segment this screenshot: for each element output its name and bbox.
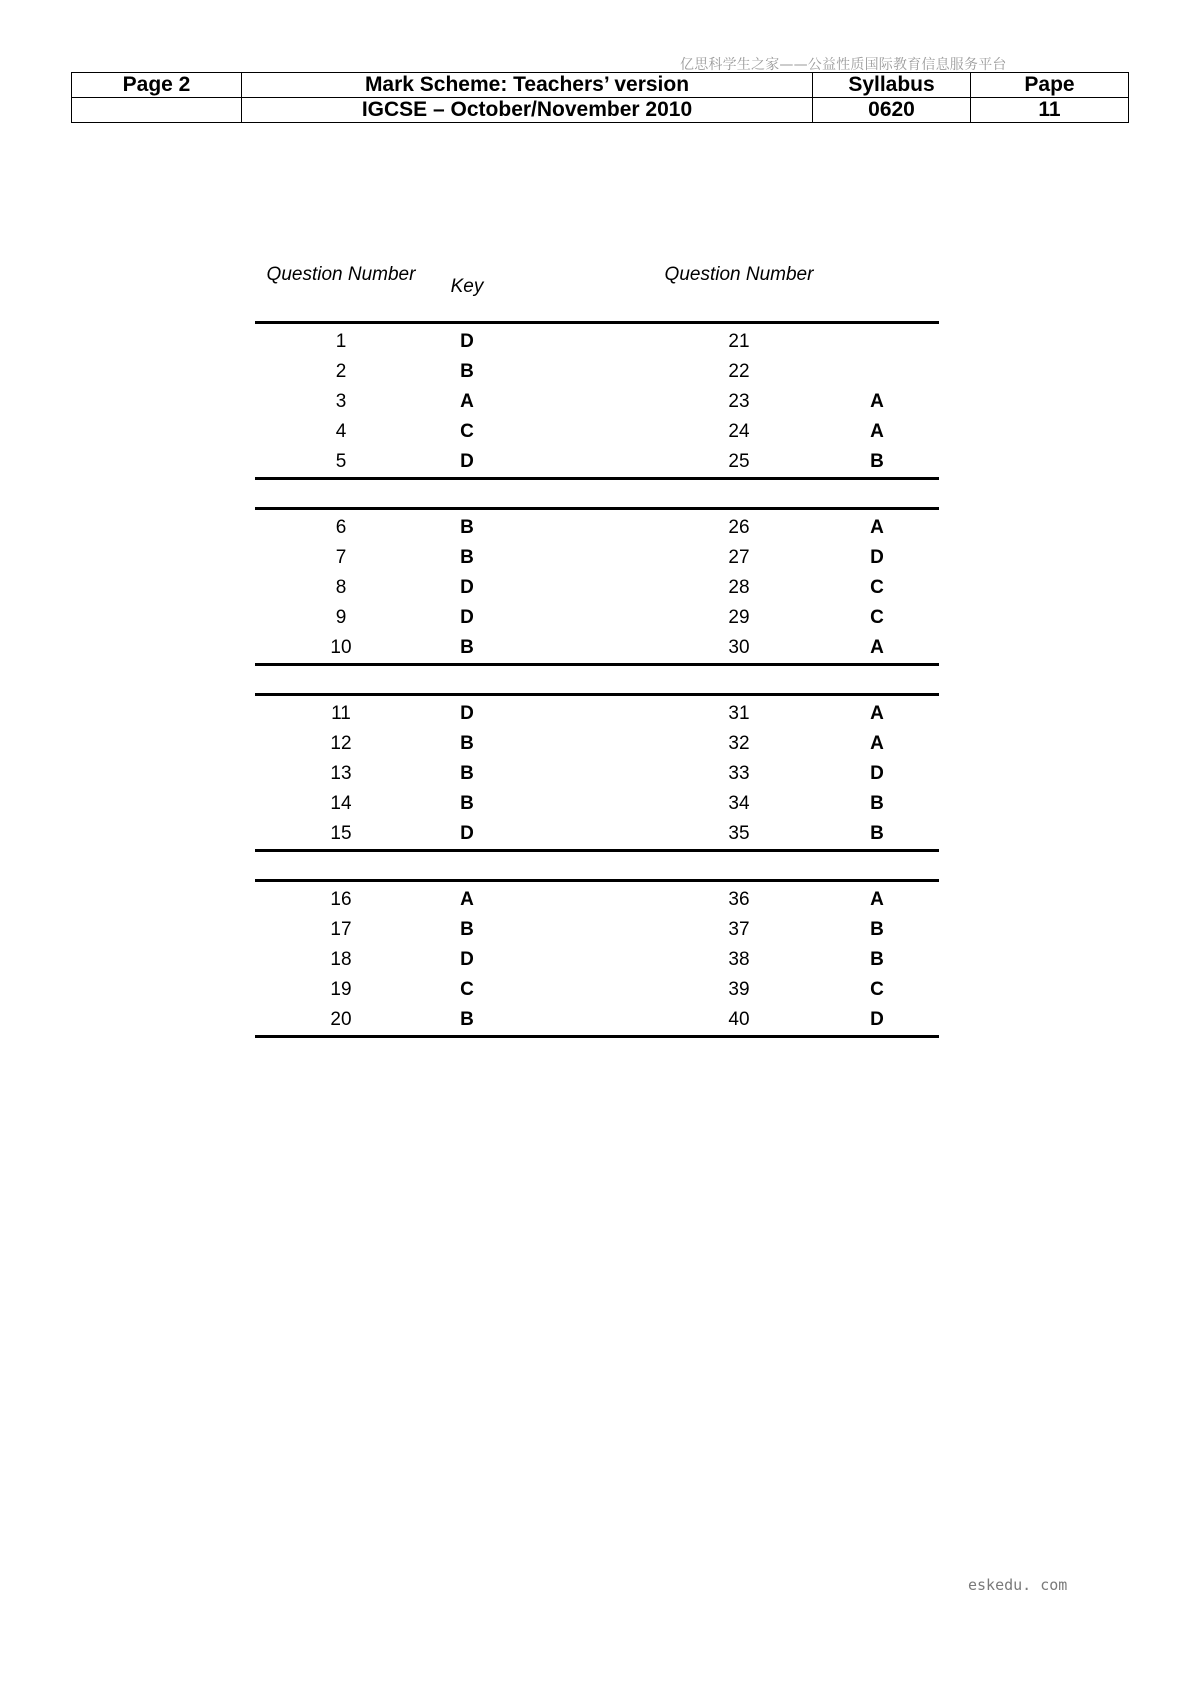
answer-key: A [870,421,884,442]
question-number: 3 [335,391,347,412]
answer-key: C [870,577,884,598]
answer-key: D [460,607,474,628]
answer-groups [255,324,939,1038]
question-number: 14 [330,793,352,814]
table-row [255,447,939,477]
question-number: 37 [728,919,750,940]
question-number: 26 [728,517,750,538]
answer-key: D [460,949,474,970]
document-title: Mark Scheme: Teachers’ version [242,73,813,98]
question-number: 17 [330,919,352,940]
page-header-table [71,72,1129,123]
exam-session: IGCSE – October/November 2010 [242,98,813,123]
answer-key: A [460,889,474,910]
question-number: 23 [728,391,750,412]
table-row [255,513,939,543]
answer-key: B [460,361,474,382]
answer-key: A [870,889,884,910]
table-row [255,729,939,759]
question-number: 38 [728,949,750,970]
empty-cell [72,98,242,123]
answer-key: C [460,979,474,1000]
answer-key: B [870,793,884,814]
table-row [255,789,939,819]
answer-key: B [870,823,884,844]
question-number: 29 [728,607,750,628]
watermark-text: 亿思科学生之家——公益性质国际教育信息服务平台 [680,57,1007,73]
table-row [255,945,939,975]
answer-key: A [870,733,884,754]
answer-key: A [870,637,884,658]
table-row [255,633,939,663]
question-number: 6 [335,517,347,538]
paper-label: Pape [971,73,1129,98]
question-number: 12 [330,733,352,754]
question-number: 21 [728,331,750,352]
column-header-question-number-2: Question Number [664,264,814,285]
header-row-1 [72,73,1129,98]
answer-key: D [460,451,474,472]
question-number: 20 [330,1009,352,1030]
answer-key: A [460,391,474,412]
question-number: 28 [728,577,750,598]
answer-key-table [255,263,939,1038]
question-number: 31 [728,703,750,724]
question-number: 36 [728,889,750,910]
table-row [255,543,939,573]
table-row [255,975,939,1005]
question-number: 32 [728,733,750,754]
table-row [255,915,939,945]
table-row [255,819,939,849]
answer-key: B [460,547,474,568]
question-number: 18 [330,949,352,970]
answer-key: D [460,577,474,598]
question-number: 9 [335,607,347,628]
answer-group [255,324,939,480]
question-number: 5 [335,451,347,472]
answer-key: C [460,421,474,442]
table-row [255,885,939,915]
question-number: 19 [330,979,352,1000]
answer-group [255,693,939,852]
answer-key: B [460,1009,474,1030]
syllabus-code: 0620 [813,98,971,123]
syllabus-label: Syllabus [813,73,971,98]
question-number: 16 [330,889,352,910]
question-number: 2 [335,361,347,382]
page-number: Page 2 [72,73,242,98]
question-number: 30 [728,637,750,658]
answer-group [255,507,939,666]
answer-key: C [870,979,884,1000]
answer-key: D [460,703,474,724]
question-number: 33 [728,763,750,784]
answer-key: B [460,763,474,784]
question-number: 24 [728,421,750,442]
table-row [255,603,939,633]
table-row [255,573,939,603]
answer-key-header [255,263,939,324]
question-number: 4 [335,421,347,442]
table-row [255,699,939,729]
question-number: 34 [728,793,750,814]
table-row [255,1005,939,1035]
question-number: 35 [728,823,750,844]
table-row [255,327,939,357]
answer-key: B [460,517,474,538]
question-number: 7 [335,547,347,568]
answer-key: C [870,607,884,628]
answer-key: B [460,733,474,754]
question-number: 8 [335,577,347,598]
answer-key: A [870,703,884,724]
answer-key: B [460,919,474,940]
question-number: 13 [330,763,352,784]
answer-key: B [870,451,884,472]
answer-key: B [460,793,474,814]
question-number: 27 [728,547,750,568]
answer-key: D [460,331,474,352]
question-number: 11 [331,703,351,724]
header-row-2 [72,98,1129,123]
question-number: 39 [728,979,750,1000]
answer-key: D [870,547,884,568]
answer-key: A [870,391,884,412]
column-header-question-number: Question Number [266,264,416,285]
answer-key: D [460,823,474,844]
table-row [255,357,939,387]
question-number: 40 [728,1009,750,1030]
paper-number: 11 [971,98,1129,123]
question-number: 25 [728,451,750,472]
answer-key: D [870,763,884,784]
table-row [255,417,939,447]
question-number: 15 [330,823,352,844]
question-number: 22 [728,361,750,382]
answer-key: A [870,517,884,538]
table-row [255,759,939,789]
answer-key: D [870,1009,884,1030]
question-number: 1 [335,331,347,352]
answer-key: B [870,949,884,970]
footer-watermark: eskedu. com [968,1576,1068,1594]
table-row [255,387,939,417]
answer-key: B [870,919,884,940]
column-header-key: Key [450,276,484,297]
answer-key: B [460,637,474,658]
question-number: 10 [330,637,352,658]
answer-group [255,879,939,1038]
